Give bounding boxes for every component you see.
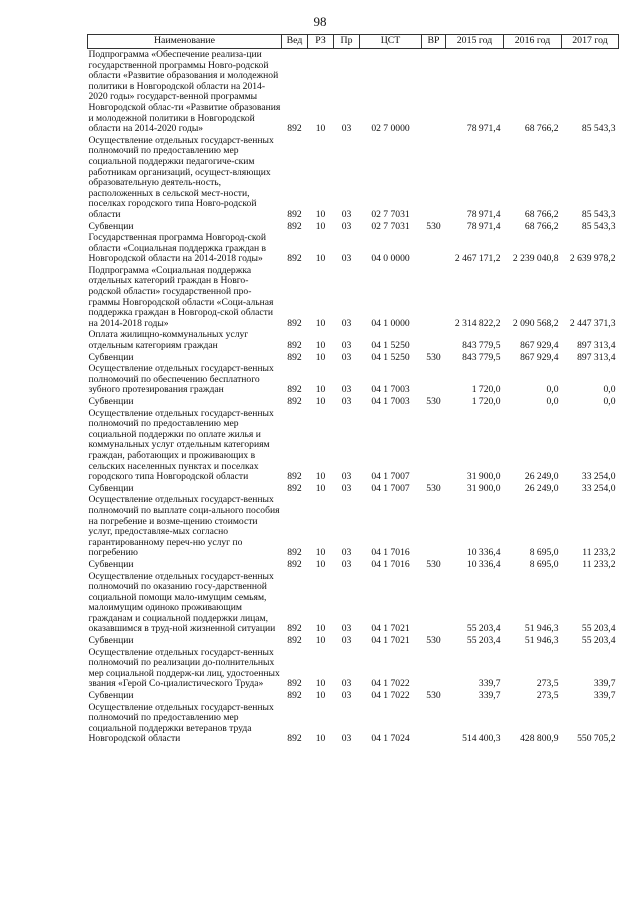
row-value-2015: 31 900,0 <box>466 471 501 483</box>
row-name: Осуществление отдельных государст-венных полномочий по предоставлению мер социальной поддержки по оплате жилья и коммунальных услуг отдельным категориям граждан, работающих и проживающих в сельских населенных пунктах и поселках городского типа Новгородской области <box>88 407 274 483</box>
row-value-2017: 2 639 978,2 <box>569 253 616 265</box>
row-rz: 10 <box>315 253 326 265</box>
row-pr: 03 <box>341 733 352 745</box>
row-cst: 04 1 7007 <box>371 482 410 494</box>
table-row <box>88 559 619 571</box>
row-name: Субвенции <box>88 558 134 570</box>
row-value-2015: 78 971,4 <box>466 123 501 135</box>
row-ved: 892 <box>287 396 302 407</box>
table-row <box>88 329 619 351</box>
row-value-2015: 843 779,5 <box>462 340 501 352</box>
row-value-2017: 55 203,4 <box>581 635 616 647</box>
row-rz: 10 <box>315 317 326 329</box>
row-vr: 530 <box>426 558 441 570</box>
row-vr <box>422 494 446 559</box>
page-number: 98 <box>313 14 327 29</box>
row-cst: 04 1 7016 <box>371 558 410 570</box>
row-value-2017: 339,7 <box>593 690 616 702</box>
row-value-2015: 78 971,4 <box>466 208 501 220</box>
table-row <box>88 635 619 647</box>
row-ved: 892 <box>287 351 302 363</box>
row-pr: 03 <box>341 384 352 396</box>
row-vr <box>422 232 446 265</box>
header-pr: Пр <box>334 35 360 49</box>
table-row <box>88 49 619 135</box>
row-name: Осуществление отдельных государст-венных полномочий по обеспечению бесплатного зубного протезирования граждан <box>88 363 274 396</box>
row-cst: 02 7 7031 <box>371 220 410 232</box>
table-row <box>88 571 619 636</box>
row-value-2016: 0,0 <box>546 384 559 396</box>
row-value-2017: 0,0 <box>603 396 616 407</box>
header-2015: 2015 год <box>446 35 504 49</box>
row-name: Субвенции <box>88 482 134 494</box>
row-rz: 10 <box>315 471 326 483</box>
row-value-2017: 2 447 371,3 <box>569 317 616 329</box>
row-value-2016: 68 766,2 <box>524 208 559 220</box>
row-cst: 04 1 7016 <box>371 547 410 559</box>
row-rz: 10 <box>315 220 326 232</box>
row-value-2015: 514 400,3 <box>462 733 501 745</box>
header-ved: Вед <box>282 35 308 49</box>
row-value-2015: 1 720,0 <box>471 396 501 407</box>
row-pr: 03 <box>341 220 352 232</box>
row-value-2017: 339,7 <box>593 678 616 690</box>
row-cst: 04 1 5250 <box>371 351 410 363</box>
table-row <box>88 647 619 690</box>
row-rz: 10 <box>315 340 326 352</box>
row-cst: 04 1 0000 <box>371 317 410 329</box>
row-value-2015: 2 314 822,2 <box>454 317 501 329</box>
row-pr: 03 <box>341 396 352 407</box>
row-value-2016: 273,5 <box>536 690 559 702</box>
row-ved: 892 <box>287 208 302 220</box>
row-value-2016: 867 929,4 <box>520 340 559 352</box>
row-name: Субвенции <box>88 220 134 232</box>
row-value-2016: 867 929,4 <box>520 351 559 363</box>
table-row <box>88 232 619 265</box>
row-value-2017: 55 203,4 <box>581 623 616 635</box>
row-cst: 04 1 7007 <box>371 471 410 483</box>
row-pr: 03 <box>341 253 352 265</box>
row-rz: 10 <box>315 396 326 407</box>
row-vr <box>422 363 446 396</box>
row-pr: 03 <box>341 690 352 702</box>
row-value-2017: 11 233,2 <box>582 547 616 559</box>
row-value-2017: 550 705,2 <box>577 733 616 745</box>
row-vr <box>422 329 446 351</box>
row-name: Подпрограмма «Социальная поддержка отдельных категорий граждан в Новго-родской области» государственной про-граммы Новгородской области «Соци-альная поддержка граждан в Новгород-ской области на 2014-2018 годы» <box>88 264 274 329</box>
header-2017: 2017 год <box>562 35 619 49</box>
row-pr: 03 <box>341 678 352 690</box>
row-rz: 10 <box>315 123 326 135</box>
row-value-2017: 0,0 <box>603 384 616 396</box>
row-value-2017: 85 543,3 <box>581 220 616 232</box>
row-value-2016: 2 090 568,2 <box>512 317 559 329</box>
row-value-2017: 85 543,3 <box>581 123 616 135</box>
row-value-2015: 31 900,0 <box>466 482 501 494</box>
row-cst: 02 7 7031 <box>371 208 410 220</box>
row-rz: 10 <box>315 384 326 396</box>
row-name: Субвенции <box>88 690 134 702</box>
table-row <box>88 690 619 702</box>
row-value-2017: 11 233,2 <box>582 558 616 570</box>
table-row <box>88 494 619 559</box>
row-name: Осуществление отдельных государст-венных полномочий по оказанию госу-дарственной социальной помощи мало-имущим семьям, малоимущим одиноко проживающим гражданам и социальной поддержки лицам, оказавшимся в труд-ной жизненной ситуации <box>88 570 276 635</box>
row-name: Государственная программа Новгород-ской области «Социальная поддержка граждан в Новгородской области на 2014-2018 годы» <box>88 232 267 265</box>
table-row <box>88 135 619 221</box>
row-vr: 530 <box>426 635 441 647</box>
row-cst: 02 7 0000 <box>371 123 410 135</box>
row-cst: 04 1 7003 <box>371 384 410 396</box>
row-ved: 892 <box>287 220 302 232</box>
row-cst: 04 1 7003 <box>371 396 410 407</box>
row-value-2015: 55 203,4 <box>466 635 501 647</box>
table-row <box>88 265 619 330</box>
row-cst: 04 1 7022 <box>371 690 410 702</box>
row-value-2015: 1 720,0 <box>471 384 501 396</box>
row-value-2016: 0,0 <box>546 396 559 407</box>
row-value-2015: 339,7 <box>478 690 501 702</box>
row-name: Подпрограмма «Обеспечение реализа-ции государственной программы Новго-родской области «Развитие образования и молодежной политики в Новгородской области на 2014-2020 годы» государст-венной программы Новгородской облас-ти «Развитие образования и молодежной политики в Новгородской области на 2014-2020 годы» <box>88 49 281 135</box>
row-ved: 892 <box>287 690 302 702</box>
row-vr: 530 <box>426 396 441 407</box>
row-ved: 892 <box>287 384 302 396</box>
row-value-2015: 78 971,4 <box>466 220 501 232</box>
row-name: Осуществление отдельных государст-венных полномочий по предоставлению мер социальной поддержки ветеранов труда Новгородской области <box>88 701 274 745</box>
row-value-2017: 897 313,4 <box>577 351 616 363</box>
row-rz: 10 <box>315 547 326 559</box>
row-rz: 10 <box>315 733 326 745</box>
row-rz: 10 <box>315 558 326 570</box>
row-rz: 10 <box>315 482 326 494</box>
row-vr <box>422 135 446 221</box>
row-value-2015: 55 203,4 <box>466 623 501 635</box>
row-value-2016: 68 766,2 <box>524 123 559 135</box>
row-name: Осуществление отдельных государст-венных полномочий по реализации до-полнительных мер социальной поддерж-ки лиц, удостоенных звания «Герой Со-циалистического Труда» <box>88 646 280 690</box>
row-vr <box>422 265 446 330</box>
row-value-2016: 26 249,0 <box>524 471 559 483</box>
row-name: Оплата жилищно-коммунальных услуг отдельным категориям граждан <box>88 329 249 352</box>
row-value-2017: 897 313,4 <box>577 340 616 352</box>
row-ved: 892 <box>287 558 302 570</box>
row-value-2016: 8 695,0 <box>529 558 559 570</box>
row-vr: 530 <box>426 220 441 232</box>
row-value-2015: 10 336,4 <box>466 558 501 570</box>
row-value-2015: 2 467 171,2 <box>454 253 501 265</box>
row-vr <box>422 702 446 745</box>
row-vr: 530 <box>426 351 441 363</box>
row-vr: 530 <box>426 690 441 702</box>
row-value-2016: 51 946,3 <box>524 623 559 635</box>
row-pr: 03 <box>341 208 352 220</box>
header-2016: 2016 год <box>504 35 562 49</box>
row-cst: 04 1 7021 <box>371 635 410 647</box>
row-ved: 892 <box>287 340 302 352</box>
row-cst: 04 1 5250 <box>371 340 410 352</box>
row-value-2017: 33 254,0 <box>581 471 616 483</box>
row-pr: 03 <box>341 471 352 483</box>
row-name: Субвенции <box>88 635 134 647</box>
table-row <box>88 396 619 408</box>
row-cst: 04 1 7022 <box>371 678 410 690</box>
row-vr <box>422 49 446 135</box>
row-value-2016: 2 239 040,8 <box>512 253 559 265</box>
row-pr: 03 <box>341 635 352 647</box>
row-ved: 892 <box>287 123 302 135</box>
row-value-2017: 85 543,3 <box>581 208 616 220</box>
row-ved: 892 <box>287 253 302 265</box>
row-pr: 03 <box>341 558 352 570</box>
row-vr <box>422 408 446 483</box>
row-value-2016: 68 766,2 <box>524 220 559 232</box>
row-pr: 03 <box>341 482 352 494</box>
row-vr: 530 <box>426 482 441 494</box>
row-cst: 04 1 7021 <box>371 623 410 635</box>
row-pr: 03 <box>341 547 352 559</box>
table-row <box>88 702 619 745</box>
row-ved: 892 <box>287 623 302 635</box>
row-value-2015: 10 336,4 <box>466 547 501 559</box>
row-rz: 10 <box>315 351 326 363</box>
header-name: Наименование <box>88 35 282 49</box>
row-pr: 03 <box>341 351 352 363</box>
header-cst: ЦСТ <box>360 35 422 49</box>
row-value-2016: 273,5 <box>536 678 559 690</box>
row-vr <box>422 647 446 690</box>
row-value-2015: 339,7 <box>478 678 501 690</box>
row-name: Осуществление отдельных государст-венных полномочий по предоставлению мер социальной поддержки педагогиче-ским работникам организаций, осущест-вляющих образовательную деятель-ность, расположенных в сельской мест-ности, поселках городского типа Новго-родской области <box>88 134 274 220</box>
budget-table <box>87 34 619 745</box>
row-ved: 892 <box>287 678 302 690</box>
table-row <box>88 221 619 233</box>
row-vr <box>422 571 446 636</box>
row-pr: 03 <box>341 340 352 352</box>
row-ved: 892 <box>287 733 302 745</box>
row-cst: 04 1 7024 <box>371 733 410 745</box>
row-ved: 892 <box>287 547 302 559</box>
row-name: Осуществление отдельных государст-венных полномочий по выплате соци-ального пособия на погребение и возме-щению стоимости услуг, предоставляе-мых согласно гарантированному переч-ню услуг по погребению <box>88 494 280 559</box>
row-pr: 03 <box>341 123 352 135</box>
row-rz: 10 <box>315 623 326 635</box>
header-rz: РЗ <box>308 35 334 49</box>
table-row <box>88 408 619 483</box>
row-value-2016: 8 695,0 <box>529 547 559 559</box>
row-rz: 10 <box>315 678 326 690</box>
row-value-2016: 26 249,0 <box>524 482 559 494</box>
row-ved: 892 <box>287 635 302 647</box>
row-value-2016: 51 946,3 <box>524 635 559 647</box>
row-ved: 892 <box>287 471 302 483</box>
table-header-row <box>88 35 619 49</box>
row-name: Субвенции <box>88 396 134 407</box>
row-pr: 03 <box>341 623 352 635</box>
row-value-2015: 843 779,5 <box>462 351 501 363</box>
table-row <box>88 352 619 364</box>
row-pr: 03 <box>341 317 352 329</box>
header-vr: ВР <box>422 35 446 49</box>
row-value-2017: 33 254,0 <box>581 482 616 494</box>
row-rz: 10 <box>315 635 326 647</box>
table-row <box>88 363 619 396</box>
row-name: Субвенции <box>88 351 134 363</box>
row-value-2016: 428 800,9 <box>520 733 559 745</box>
row-rz: 10 <box>315 208 326 220</box>
row-cst: 04 0 0000 <box>371 253 410 265</box>
row-rz: 10 <box>315 690 326 702</box>
row-ved: 892 <box>287 317 302 329</box>
table-row <box>88 483 619 495</box>
row-ved: 892 <box>287 482 302 494</box>
